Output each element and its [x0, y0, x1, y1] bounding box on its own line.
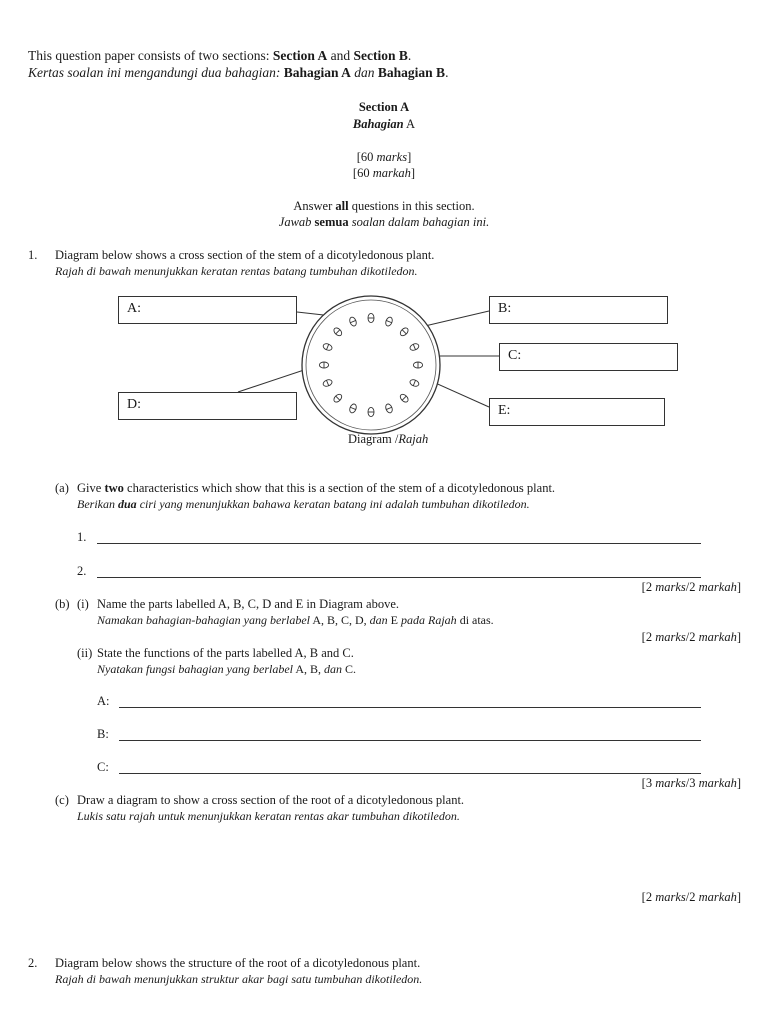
- answer-line-2-number: 2.: [77, 564, 87, 578]
- part-b-ii-question-malay: Nyatakan fungsi bahagian yang berlabel A, B, dan C.: [97, 662, 357, 676]
- part-a-marks: [2 marks/2 markah]: [641, 580, 741, 594]
- diagram-caption: Diagram /Rajah: [348, 432, 429, 446]
- answer-line-1-number: 1.: [77, 530, 87, 544]
- part-b-i-label: (i): [77, 597, 89, 611]
- drawing-area[interactable]: [77, 826, 737, 886]
- part-a-question-malay: Berikan dua ciri yang menunjukkan bahawa keratan batang ini adalah tumbuhan dikotiledon.: [77, 497, 530, 511]
- section-instruction-english: Answer all questions in this section.: [293, 199, 475, 213]
- answer-line-c-label: C:: [97, 760, 109, 774]
- vascular-bundle: [413, 362, 422, 368]
- label-box-e[interactable]: E:: [489, 398, 665, 426]
- vascular-bundle: [368, 313, 374, 322]
- section-marks-malay: [60 markah]: [352, 166, 416, 180]
- part-b-ii-marks: [3 marks/3 markah]: [641, 776, 741, 790]
- vascular-bundle: [319, 362, 328, 368]
- part-b-i-marks: [2 marks/2 markah]: [641, 630, 741, 644]
- question-1-text: Diagram below shows a cross section of the stem of a dicotyledonous plant.: [55, 248, 435, 262]
- label-box-d[interactable]: D:: [118, 392, 297, 420]
- question-2-text-malay: Rajah di bawah menunjukkan struktur akar bagi satu tumbuhan dikotiledon.: [55, 972, 423, 986]
- label-box-a[interactable]: A:: [118, 296, 297, 324]
- answer-line-c[interactable]: [119, 773, 701, 774]
- answer-line-b-label: B:: [97, 727, 109, 741]
- part-b-label: (b): [55, 597, 70, 611]
- part-a-question: Give two characteristics which show that this is a section of the stem of a dicotyledonous plant.: [77, 481, 556, 495]
- label-box-c[interactable]: C:: [499, 343, 678, 371]
- question-1-text-malay: Rajah di bawah menunjukkan keratan rentas batang tumbuhan dikotiledon.: [55, 264, 418, 278]
- answer-line-a[interactable]: [119, 707, 701, 708]
- part-b-i-question-malay: Namakan bahagian-bahagian yang berlabel A, B, C, D, dan E pada Rajah di atas.: [97, 613, 494, 627]
- part-c-marks: [2 marks/2 markah]: [641, 890, 741, 904]
- section-title: Section A: [358, 100, 410, 114]
- label-box-b[interactable]: B:: [489, 296, 668, 324]
- question-1-number: 1.: [28, 248, 38, 262]
- question-2-text: Diagram below shows the structure of the root of a dicotyledonous plant.: [55, 956, 421, 970]
- answer-line-b[interactable]: [119, 740, 701, 741]
- question-2-number: 2.: [28, 956, 38, 970]
- answer-line-a-label: A:: [97, 694, 110, 708]
- intro-malay: Kertas soalan ini mengandungi dua bahagian: Bahagian A dan Bahagian B.: [28, 65, 449, 80]
- part-b-ii-label: (ii): [77, 646, 93, 660]
- part-c-question-malay: Lukis satu rajah untuk menunjukkan keratan rentas akar tumbuhan dikotiledon.: [77, 809, 460, 823]
- section-marks-english: [60 marks]: [356, 150, 412, 164]
- intro-english: This question paper consists of two sections: Section A and Section B.: [28, 48, 412, 63]
- answer-line-1[interactable]: [97, 543, 701, 544]
- section-instruction-malay: Jawab semua soalan dalam bahagian ini.: [278, 215, 490, 229]
- part-a-label: (a): [55, 481, 69, 495]
- part-b-ii-question: State the functions of the parts labelled A, B and C.: [97, 646, 354, 660]
- vascular-bundle: [368, 407, 374, 416]
- section-title-malay: Bahagian A: [352, 117, 416, 131]
- part-c-question: Draw a diagram to show a cross section of the root of a dicotyledonous plant.: [77, 793, 465, 807]
- answer-line-2[interactable]: [97, 577, 701, 578]
- part-b-i-question: Name the parts labelled A, B, C, D and E in Diagram above.: [97, 597, 400, 611]
- part-c-label: (c): [55, 793, 69, 807]
